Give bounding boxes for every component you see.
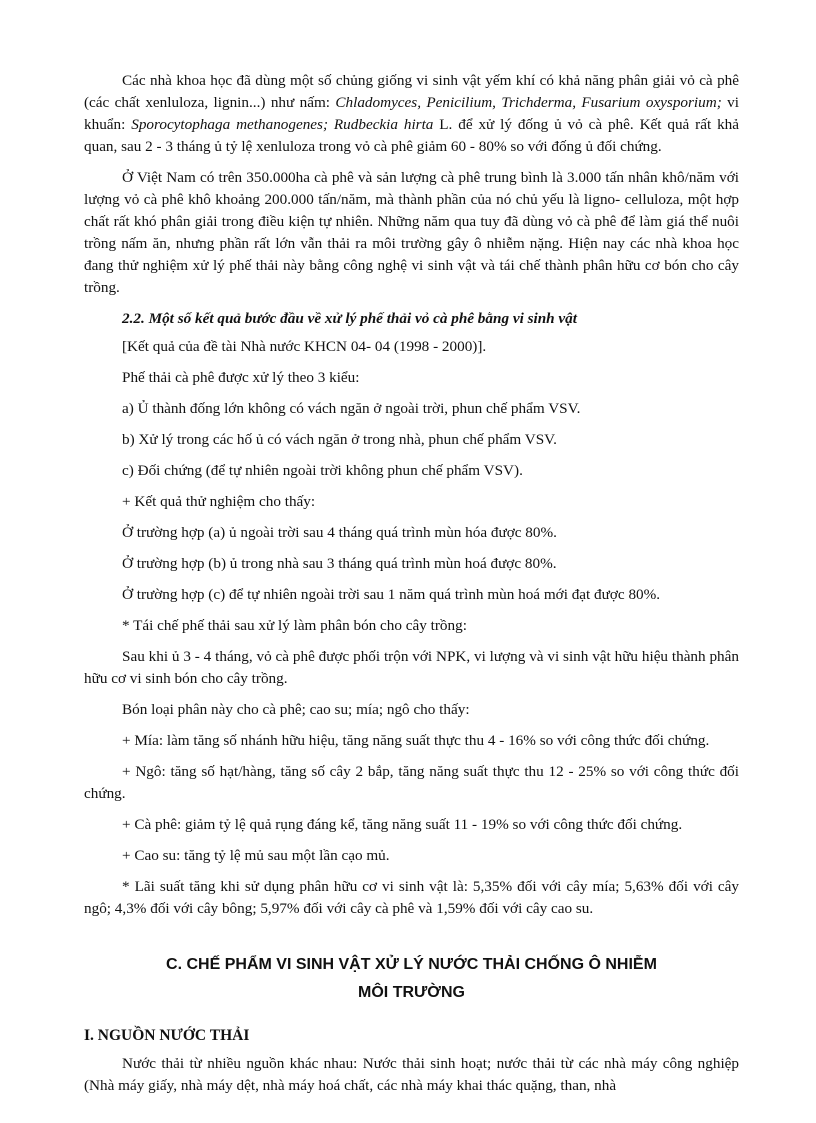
section-i-heading: I. NGUỒN NƯỚC THẢI — [84, 1027, 250, 1044]
section-c-line2: MÔI TRƯỜNG — [358, 984, 465, 1001]
document-page — [84, 70, 739, 1106]
bacteria-species: Sporocytophaga methanogenes; Rudbeckia hirta — [131, 116, 434, 133]
section-c-heading — [84, 951, 739, 1007]
paragraph-wastewater: Nước thải từ nhiều nguồn khác nhau: Nước thải sinh hoạt; nước thải từ các nhà máy công nghiệp (Nhà máy giấy, nhà máy dệt, nhà máy hoá chất, các nhà máy khai thác quặng, than, nhà — [84, 1055, 739, 1094]
line-methods-intro: Phế thải cà phê được xử lý theo 3 kiểu: — [122, 369, 360, 386]
paragraph-npk: Sau khi ủ 3 - 4 tháng, vỏ cà phê được phối trộn với NPK, vi lượng và vi sinh vật hữu hiệu thành phân hữu cơ vi sinh bón cho cây trồng. — [84, 648, 739, 687]
line-recycle: * Tái chế phế thải sau xử lý làm phân bón cho cây trồng: — [122, 617, 467, 634]
text-run: vi khuẩn: — [84, 94, 739, 133]
paragraph-corn: + Ngô: tăng số hạt/hàng, tăng số cây 2 bắp, tăng năng suất thực thu 12 - 25% so với công thức đối chứng. — [84, 763, 739, 802]
line-source: [Kết quả của đề tài Nhà nước KHCN 04- 04 (1998 - 2000)]. — [122, 338, 487, 355]
subsection-heading-2-2: 2.2. Một số kết quả bước đầu về xử lý phế thải vỏ cà phê bằng vi sinh vật — [122, 310, 577, 327]
line-crops-intro: Bón loại phân này cho cà phê; cao su; mía; ngô cho thấy: — [122, 701, 470, 718]
line-method-b: b) Xử lý trong các hố ủ có vách ngăn ở trong nhà, phun chế phẩm VSV. — [122, 431, 557, 448]
paragraph-profit: * Lãi suất tăng khi sử dụng phân hữu cơ vi sinh vật là: 5,35% đối với cây mía; 5,63% đối với cây ngô; 4,3% đối với cây bông; 5,97% đối với cây cà phê và 1,59% đối với cây cao su. — [84, 878, 739, 917]
line-result-a: Ở trường hợp (a) ủ ngoài trời sau 4 tháng quá trình mùn hóa được 80%. — [122, 524, 557, 541]
line-coffee: + Cà phê: giảm tỷ lệ quả rụng đáng kể, tăng năng suất 11 - 19% so với công thức đối chứng. — [122, 816, 683, 833]
line-result-b: Ở trường hợp (b) ủ trong nhà sau 3 tháng quá trình mùn hoá được 80%. — [122, 555, 557, 572]
paragraph-sugarcane: + Mía: làm tăng số nhánh hữu hiệu, tăng năng suất thực thu 4 - 16% so với công thức đối chứng. — [122, 732, 710, 749]
line-result-c: Ở trường hợp (c) để tự nhiên ngoài trời sau 1 năm quá trình mùn hoá mới đạt được 80%. — [122, 586, 661, 603]
fungi-species: Chladomyces, Penicilium, Trichderma, Fusarium oxysporium; — [335, 94, 722, 111]
line-rubber: + Cao su: tăng tỷ lệ mủ sau một lần cạo mủ. — [122, 847, 390, 864]
text-run: L. để xử lý đống ủ vỏ cà phê. Kết quả rất khả quan, sau 2 - 3 tháng ủ tỷ lệ xenluloza trong vỏ cà phê giảm 60 - 80% so với đống ủ đối chứng. — [84, 116, 739, 155]
line-method-a: a) Ủ thành đống lớn không có vách ngăn ở ngoài trời, phun chế phẩm VSV. — [122, 400, 581, 417]
line-results-intro: + Kết quả thử nghiệm cho thấy: — [122, 493, 316, 510]
paragraph-microbes — [84, 70, 739, 158]
section-c-line1: C. CHẾ PHẨM VI SINH VẬT XỬ LÝ NƯỚC THẢI CHỐNG Ô NHIỄM — [166, 956, 657, 973]
line-method-c: c) Đối chứng (để tự nhiên ngoài trời không phun chế phẩm VSV). — [122, 462, 523, 479]
text-run: Các nhà khoa học đã dùng một số chủng giống vi sinh vật yếm khí có khả năng phân giải vỏ cà phê (các chất xenluloza, lignin...) như nấm: — [84, 72, 739, 111]
paragraph-vietnam-coffee: Ở Việt Nam có trên 350.000ha cà phê và sản lượng cà phê trung bình là 3.000 tấn nhân khô/năm với lượng vỏ cà phê khô khoảng 200.000 tấn/năm, mà thành phần của nó chủ yếu là ligno- celluloza, một hợp chất rất khó phân giải trong điều kiện tự nhiên. Những năm qua tuy đã dùng vỏ cà phê để làm giá thể nuôi trồng nấm ăn, nhưng phần rất lớn vẫn thải ra môi trường gây ô nhiễm nặng. Hiện nay các nhà khoa học đang thử nghiệm xử lý phế thải này bằng công nghệ vi sinh vật và tái chế thành phân hữu cơ bón cho cây trồng. — [84, 169, 739, 296]
